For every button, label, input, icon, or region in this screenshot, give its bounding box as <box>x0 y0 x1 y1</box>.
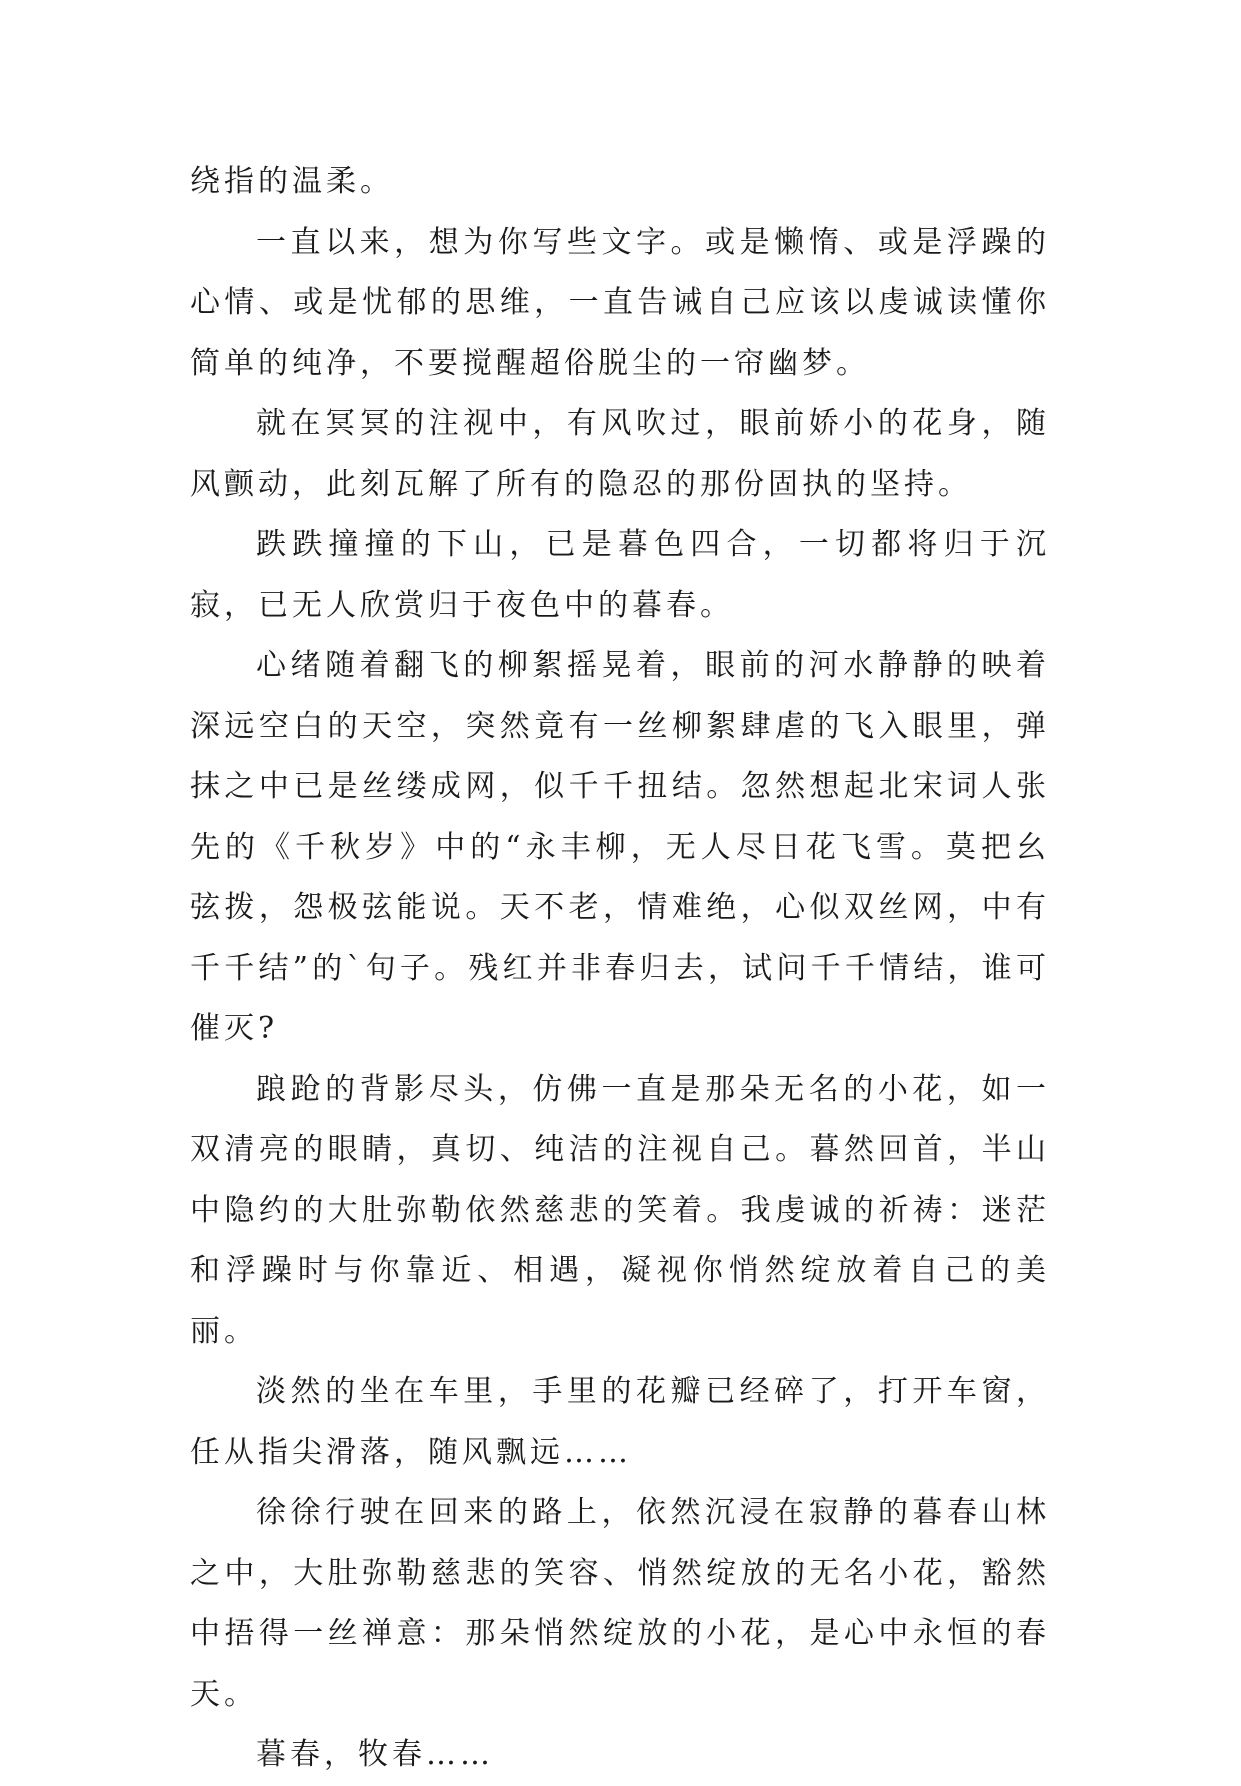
paragraph-continuation: 绕指的温柔。 <box>190 164 394 199</box>
paragraph: 心绪随着翻飞的柳絮摇晃着，眼前的河水静静的映着深远空白的天空，突然竟有一丝柳絮肆虐的飞入眼里，弹抹之中已是丝缕成网，似千千扭结。忽然想起北宋词人张先的《千秋岁》中的“永丰柳，无人尽日花飞雪。莫把幺弦拨，怨极弦能说。天不老，情难绝，心似双丝网，中有千千结”的`句子。残红并非春归去，试问千千情结，谁可催灭? <box>190 648 1050 1046</box>
paragraph: 一直以来，想为你写些文字。或是懒惰、或是浮躁的心情、或是忧郁的思维，一直告诫自己应该以虔诚读懂你简单的纯净，不要搅醒超俗脱尘的一帘幽梦。 <box>190 224 1050 381</box>
paragraph: 跌跌撞撞的下山，已是暮色四合，一切都将归于沉寂，已无人欣赏归于夜色中的暮春。 <box>190 527 1050 623</box>
paragraph: 徐徐行驶在回来的路上，依然沉浸在寂静的暮春山林之中，大肚弥勒慈悲的笑容、悄然绽放的无名小花，豁然中捂得一丝禅意：那朵悄然绽放的小花，是心中永恒的春天。 <box>190 1495 1050 1712</box>
paragraph: 就在冥冥的注视中，有风吹过，眼前娇小的花身，随风颤动，此刻瓦解了所有的隐忍的那份固执的坚持。 <box>190 406 1050 502</box>
document-body <box>190 152 1050 1786</box>
paragraph: 暮春，牧春…… <box>256 1737 494 1772</box>
paragraph: 踉跄的背影尽头，仿佛一直是那朵无名的小花，如一双清亮的眼睛，真切、纯洁的注视自己。暮然回首，半山中隐约的大肚弥勒依然慈悲的笑着。我虔诚的祈祷：迷茫和浮躁时与你靠近、相遇，凝视你悄然绽放着自己的美丽。 <box>190 1071 1050 1349</box>
paragraph: 淡然的坐在车里，手里的花瓣已经碎了，打开车窗，任从指尖滑落，随风飘远…… <box>190 1374 1050 1470</box>
